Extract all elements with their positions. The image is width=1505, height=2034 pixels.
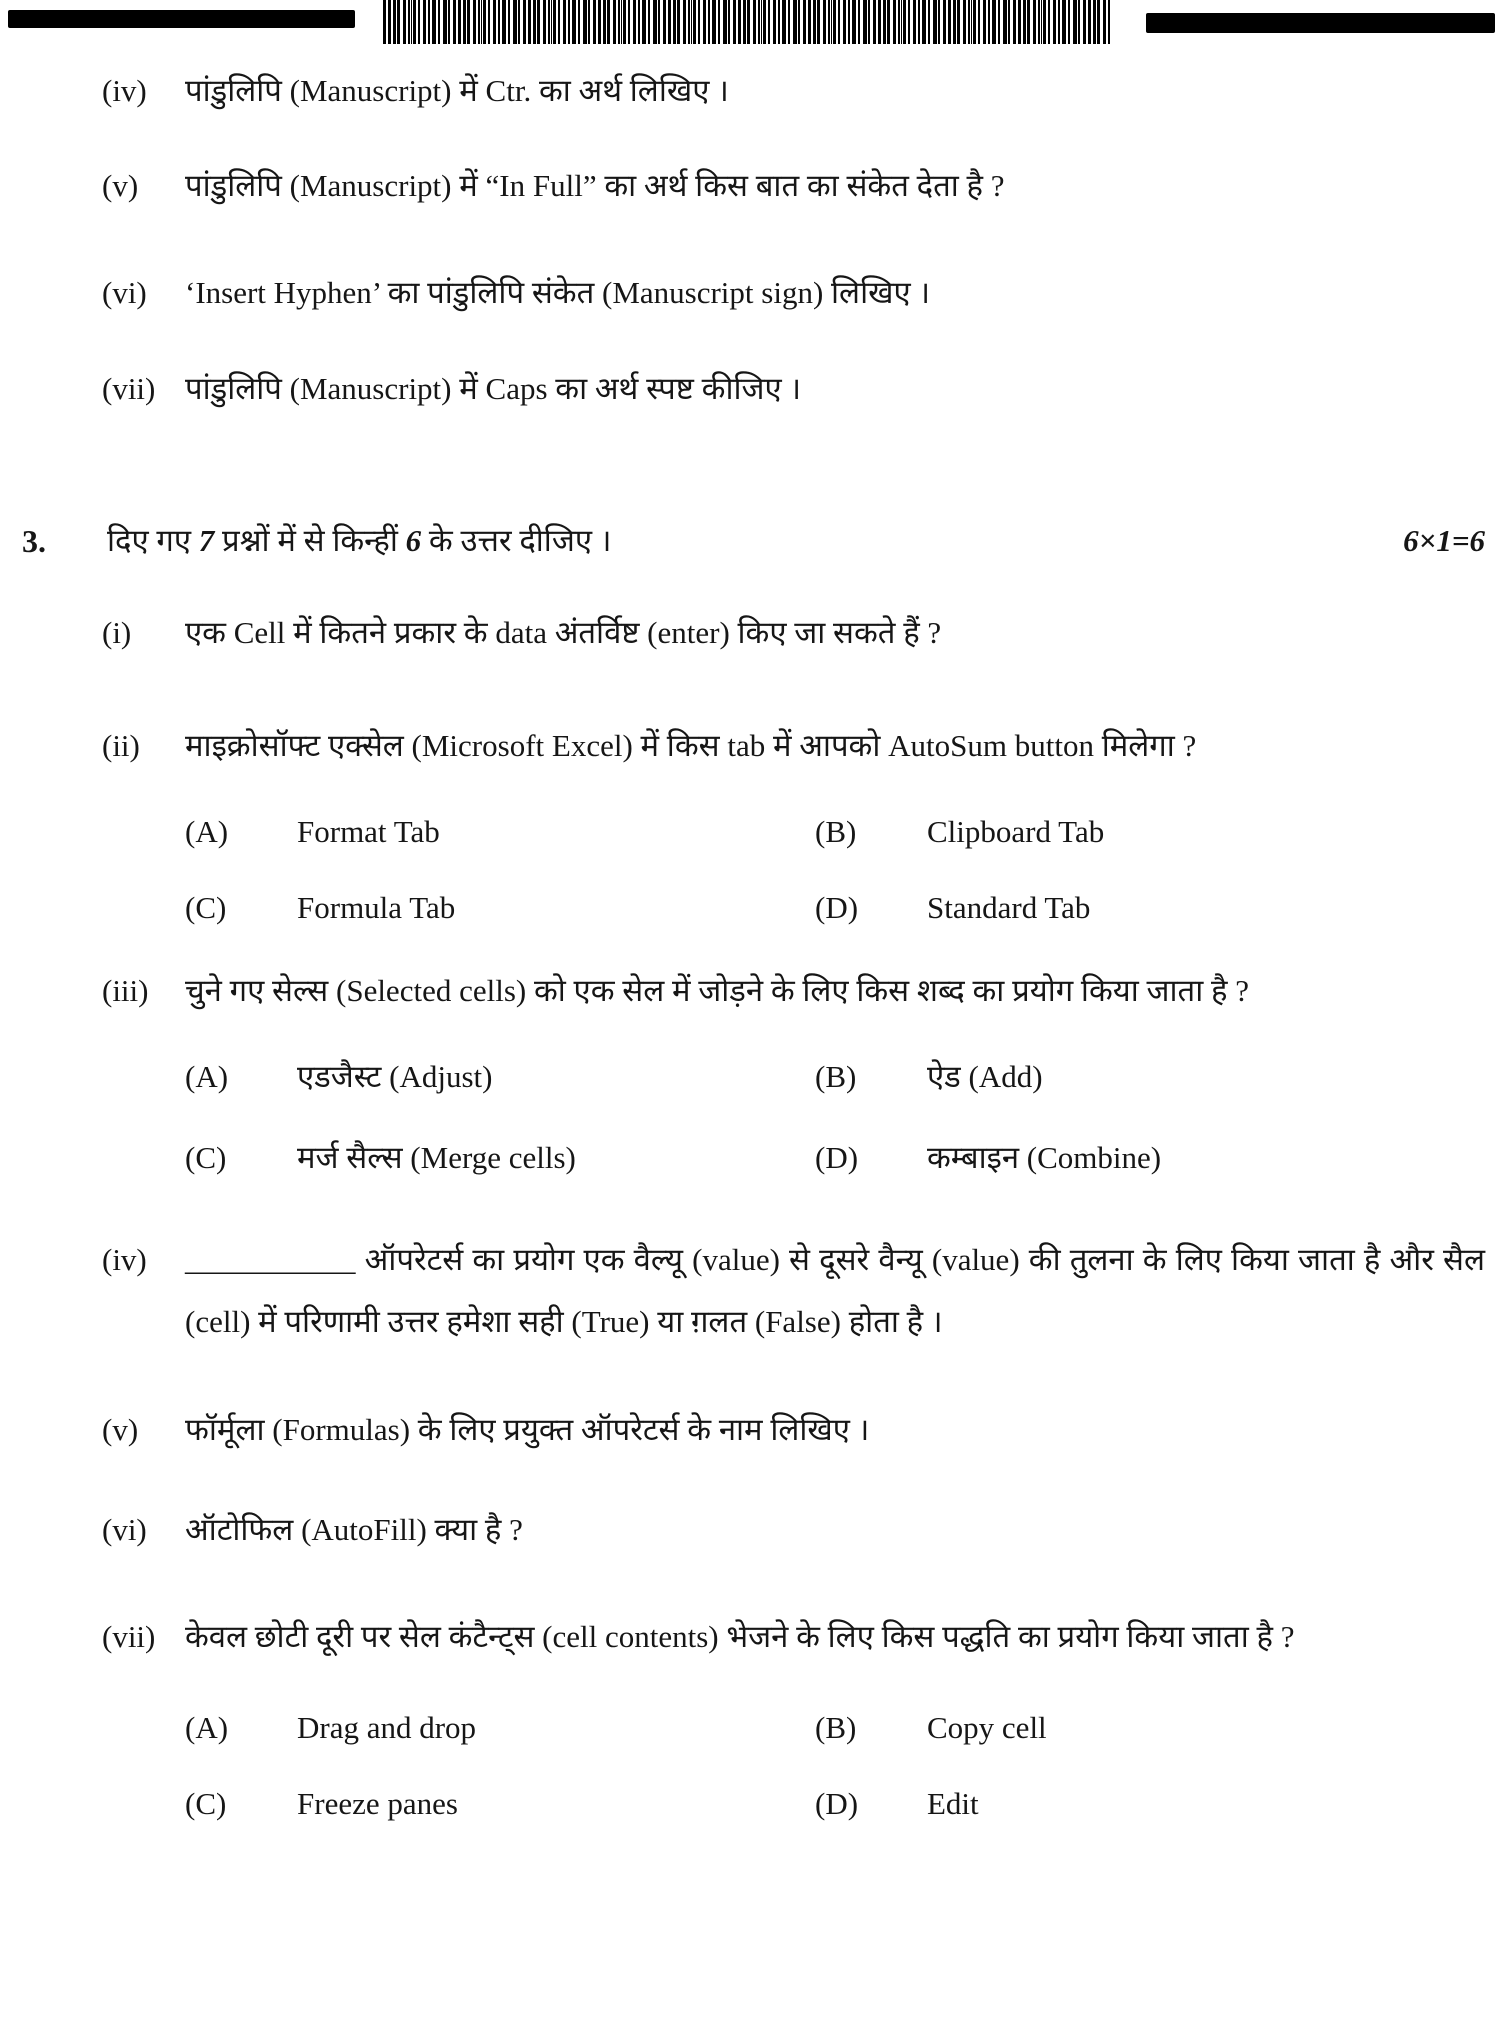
question-text: ___________ ऑपरेटर्स का प्रयोग एक वैल्यू (value) से दूसरे वैन्यू (value) की तुलना के लिए किया जाता है और सैल (cell) में परिणामी उत्तर हमेशा सही (True) या ग़लत (False) होता है । — [185, 1242, 1485, 1339]
option-letter: (A) — [185, 814, 229, 849]
option-letter: (D) — [815, 1786, 859, 1821]
option-text: Standard Tab — [927, 890, 1091, 925]
question-text: माइक्रोसॉफ्ट एक्सेल (Microsoft Excel) में किस tab में आपको AutoSum button मिलेगा ? — [185, 728, 1197, 763]
option-letter: (C) — [185, 1140, 227, 1175]
right-black-bar — [1146, 13, 1495, 33]
intro-count-total: 7 — [198, 523, 215, 558]
question-item-iv-manuscript — [102, 60, 1485, 122]
intro-text: दिए गए — [107, 523, 191, 558]
option-letter: (B) — [815, 814, 857, 849]
question-item-vii-manuscript — [102, 358, 1485, 420]
question-text: पांडुलिपि (Manuscript) में “In Full” का अर्थ किस बात का संकेत देता है ? — [185, 168, 1005, 203]
option-letter: (D) — [815, 1140, 859, 1175]
option-text: Formula Tab — [297, 890, 456, 925]
intro-count-attempt: 6 — [405, 523, 422, 558]
options-group-vii — [102, 1697, 1485, 1835]
option-text: Clipboard Tab — [927, 814, 1105, 849]
option-text: Drag and drop — [297, 1710, 477, 1745]
question-label: (vi) — [102, 1512, 147, 1547]
question-label: (vi) — [102, 275, 147, 310]
option-letter: (C) — [185, 890, 227, 925]
option-letter: (B) — [815, 1059, 857, 1094]
subquestion-i — [102, 602, 1485, 664]
option-text: मर्ज सैल्स (Merge cells) — [297, 1140, 576, 1175]
question-text: ऑटोफिल (AutoFill) क्या है ? — [185, 1512, 523, 1547]
question-text: पांडुलिपि (Manuscript) में Ctr. का अर्थ लिखिए । — [185, 73, 729, 108]
subquestion-iv — [102, 1229, 1485, 1353]
option-letter: (A) — [185, 1059, 229, 1094]
question-label: (vii) — [102, 371, 156, 406]
question-label: (v) — [102, 1412, 139, 1447]
marks-label: 6×1=6 — [1403, 523, 1485, 558]
subquestion-vii — [102, 1606, 1485, 1668]
question-text: फॉर्मूला (Formulas) के लिए प्रयुक्त ऑपरेटर्स के नाम लिखिए । — [185, 1412, 870, 1447]
question-label: (iii) — [102, 973, 149, 1008]
subquestion-ii — [102, 715, 1485, 777]
question-label: (ii) — [102, 728, 140, 763]
question-label: (iv) — [102, 73, 147, 108]
question-text: चुने गए सेल्स (Selected cells) को एक सेल में जोड़ने के लिए किस शब्द का प्रयोग किया जाता है ? — [185, 973, 1249, 1008]
question-label: (vii) — [102, 1619, 156, 1654]
options-group-iii — [102, 1046, 1485, 1189]
question-label: (i) — [102, 615, 132, 650]
option-text: Format Tab — [297, 814, 440, 849]
subquestion-vi — [102, 1499, 1485, 1561]
option-text: ऐड (Add) — [927, 1059, 1043, 1094]
barcode — [383, 0, 1110, 44]
question-label: (iv) — [102, 1242, 147, 1277]
question-3-heading — [22, 510, 1485, 572]
option-text: Copy cell — [927, 1710, 1047, 1745]
option-letter: (D) — [815, 890, 859, 925]
option-text: Edit — [927, 1786, 979, 1821]
option-letter: (B) — [815, 1710, 857, 1745]
subquestion-iii — [102, 960, 1485, 1022]
option-text: एडजैस्ट (Adjust) — [297, 1059, 493, 1094]
intro-text: के उत्तर दीजिए । — [428, 523, 612, 558]
question-label: (v) — [102, 168, 139, 203]
question-item-vi-manuscript — [102, 262, 1485, 324]
question-text: ‘Insert Hyphen’ का पांडुलिपि संकेत (Manuscript sign) लिखिए । — [185, 275, 931, 310]
question-3-intro — [107, 510, 1379, 572]
option-text: कम्बाइन (Combine) — [927, 1140, 1162, 1175]
question-item-v-manuscript — [102, 155, 1485, 217]
option-letter: (A) — [185, 1710, 229, 1745]
left-black-bar — [8, 10, 355, 28]
question-text: केवल छोटी दूरी पर सेल कंटैन्ट्स (cell contents) भेजने के लिए किस पद्धति का प्रयोग किया जाता है ? — [185, 1619, 1295, 1654]
option-text: Freeze panes — [297, 1786, 458, 1821]
intro-text: प्रश्नों में से किन्हीं — [221, 523, 398, 558]
options-group-ii — [102, 801, 1485, 939]
option-letter: (C) — [185, 1786, 227, 1821]
subquestion-v — [102, 1399, 1485, 1461]
question-text: एक Cell में कितने प्रकार के data अंतर्विष्ट (enter) किए जा सकते हैं ? — [185, 615, 942, 650]
question-number: 3. — [22, 523, 46, 559]
question-text: पांडुलिपि (Manuscript) में Caps का अर्थ स्पष्ट कीजिए । — [185, 371, 802, 406]
